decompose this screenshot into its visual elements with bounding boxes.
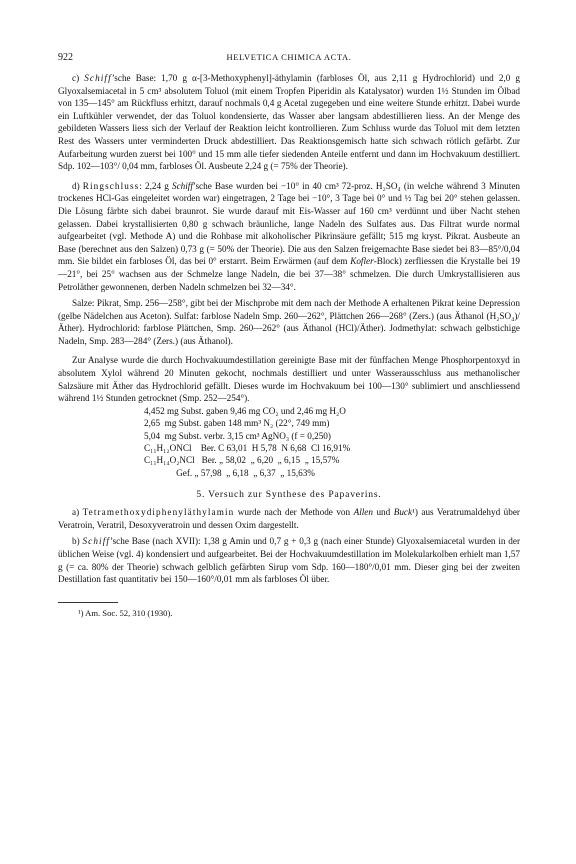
schiff-name: Schiff: [84, 73, 112, 83]
analysis-row: 5,04 mg Subst. verbr. 3,15 cm³ AgNO₃ (f = 0,250): [144, 430, 331, 441]
ringschluss-label: Ringschluss: [82, 180, 140, 191]
elemental-analysis: [144, 405, 520, 479]
paragraph-5a: a) Tetramethoxydiphenyläthylamin wurde nach der Methode von Allen und Buck¹) aus Veratrumaldehyd über Veratroin, Veratril, Desoxyveratroin und dessen Oxim dargestellt.: [58, 507, 520, 530]
page-number: 922: [58, 52, 73, 63]
paragraph-d: d) Ringschluss: 2,24 g Schiff’sche Base wurden bei −10° in 40 cm³ 72-proz. H₂SO₄ (in welche während 3 Minuten trockenes HCl-Gas eingeleitet worden war) eingetragen, 2 Tage bei −10°, 3 Tage bei 0° und ½ Tag bei 20° stehen gelassen. Die Lösung färbte sich dabei braunrot. Sie wurde darauf mit Eis-Wasser auf 160 cm³ verdünnt und über Nacht stehen gelassen. Dabei krystallisierten 0,80 g schwach bräunliche, lange Nadeln des Sulfates aus. Das Filtrat wurde normal aufgearbeitet (vgl. Methode A) und die Rohbase mit alkoholischer Pikrinsäure gefällt; 515 mg kryst. Pikrat. Ausbeute an Base (berechnet aus den Salzen) 0,73 g (= 50% der Theorie). Die aus den Salzen freigemachte Base siedet bei 83—85°/0,04 mm. Sie bildet ein farbloses Öl, das bei 0° erstarrt. Beim Erwärmen (auf dem Kofler-Block) zerfliessen die Krystalle bei 19—21°, bei 25° wachsen aus der Schmelze lange Nadeln, die bei 37—38° schmelzen. Die durch Umkrystallisieren aus Petroläther gewonnenen, derben Nadeln schmelzen bei 32—34°.: [58, 180, 521, 292]
journal-page: [58, 52, 520, 618]
running-title: HELVETICA CHIMICA ACTA.: [226, 52, 352, 62]
analysis-row: 2,65 mg Subst. gaben 148 mm³ N₂ (22°, 749 mm): [144, 418, 330, 429]
paragraph-salze: Salze: Pikrat, Smp. 256—258°, gibt bei der Mischprobe mit dem nach der Methode A erhaltenen Pikrat keine Depression (gelbe Nädelchen aus Aceton). Sulfat: farblose Nadeln Smp. 260—262°, Plättchen 266—268° (Zers.) (aus Äthanol (H₂SO₄)/Äther). Hydrochlorid: farblose Plättchen, Smp. 260—262° (aus Äthanol (HCl)/Äther). Jodmethylat: schwach gelbstichige Nadeln, Smp. 283—284° (Zers.) (aus Äthanol).: [58, 298, 520, 346]
paragraph-5b: b) Schiff’sche Base (nach XVII): 1,38 g Amin und 0,7 g + 0,3 g (nach einer Stunde) Glyoxalsemiacetal wurden in der üblichen Weise (vgl. 4) kondensiert und aufgearbeitet. Bei der Hochvakuumdestillation im Molekularkolben erhielt man 1,57 g (= ca. 80% der Theorie) schwach gelblich gefärbten Sirup vom Sdp. 160—180°/0,01 mm. Dieser ging bei der zweiten Destillation fast quantitativ bei 150—160°/0,01 mm als farbloses Öl über.: [58, 536, 521, 585]
paragraph-c: c) Schiff’sche Base: 1,70 g α-[3-Methoxyphenyl]-äthylamin (farbloses Öl, aus 2,11 g Hydrochlorid) und 2,0 g Glyoxalsemiacetal in 5 cm³ absolutem Toluol (mit einem Tropfen Piperidin als Katalysator) wurden 1½ Stunden im Ölbad von 135—145° am Rückfluss erhitzt, darauf nochmals 0,4 g Acetal zugegeben und eine weitere Stunde erhitzt. Dabei wurde ein Luftkühler verwendet, der das Toluol kondensierte, das Wasser aber langsam abdestillieren liess. An der Menge des gebildeten Wassers liess sich der Verlauf der Reaktion leicht kontrollieren. Zum Schluss wurde das Toluol mit dem letzten Rest des Wassers unter verminderten Druck abdestilliert. Das Reaktionsgemisch hatte sich schwach rötlich gefärbt. Zur Aufarbeitung wurden zuerst bei 100° und 15 mm alle tiefer siedenden Anteile entfernt und dann im Hochvakuum destilliert. Sdp. 102—103°/ 0,04 mm, farbloses Öl. Ausbeute 2,24 g (= 75% der Theorie).: [58, 73, 520, 172]
paragraph-analyse: Zur Analyse wurde die durch Hochvakuumdestillation gereinigte Base mit der fünffachen Menge Phosphorpentoxyd in absolutem Xylol während 20 Minuten gekocht, nochmals destilliert und unter Wasserausschluss aus methanolischer Salzsäure mit Äther das Hydrochlorid gefällt. Dieses wurde im Hochvakuum bei 100—130° sublimiert und anschliessend während 1½ Stunden getrocknet (Smp. 252—254°).: [58, 355, 520, 404]
page-header: [58, 52, 520, 72]
analysis-row: C₁₁H₁₄O₂NCl Ber. „ 58,02 „ 6,20 „ 6,15 „ 15,57%: [144, 455, 340, 466]
footnote: ¹) Am. Soc. 52, 310 (1930).: [78, 607, 173, 618]
analysis-row: Gef. „ 57,98 „ 6,18 „ 6,37 „ 15,63%: [144, 467, 315, 478]
section-heading: 5. Versuch zur Synthese des Papaverins.: [196, 489, 382, 501]
analysis-row: C₁₁H₁₂ONCl Ber. C 63,01 H 5,78 N 6,68 Cl 16,91%: [144, 443, 351, 454]
analysis-row: 4,452 mg Subst. gaben 9,46 mg CO₂ und 2,46 mg H₂O: [144, 405, 346, 416]
footnote-divider: [58, 602, 118, 603]
